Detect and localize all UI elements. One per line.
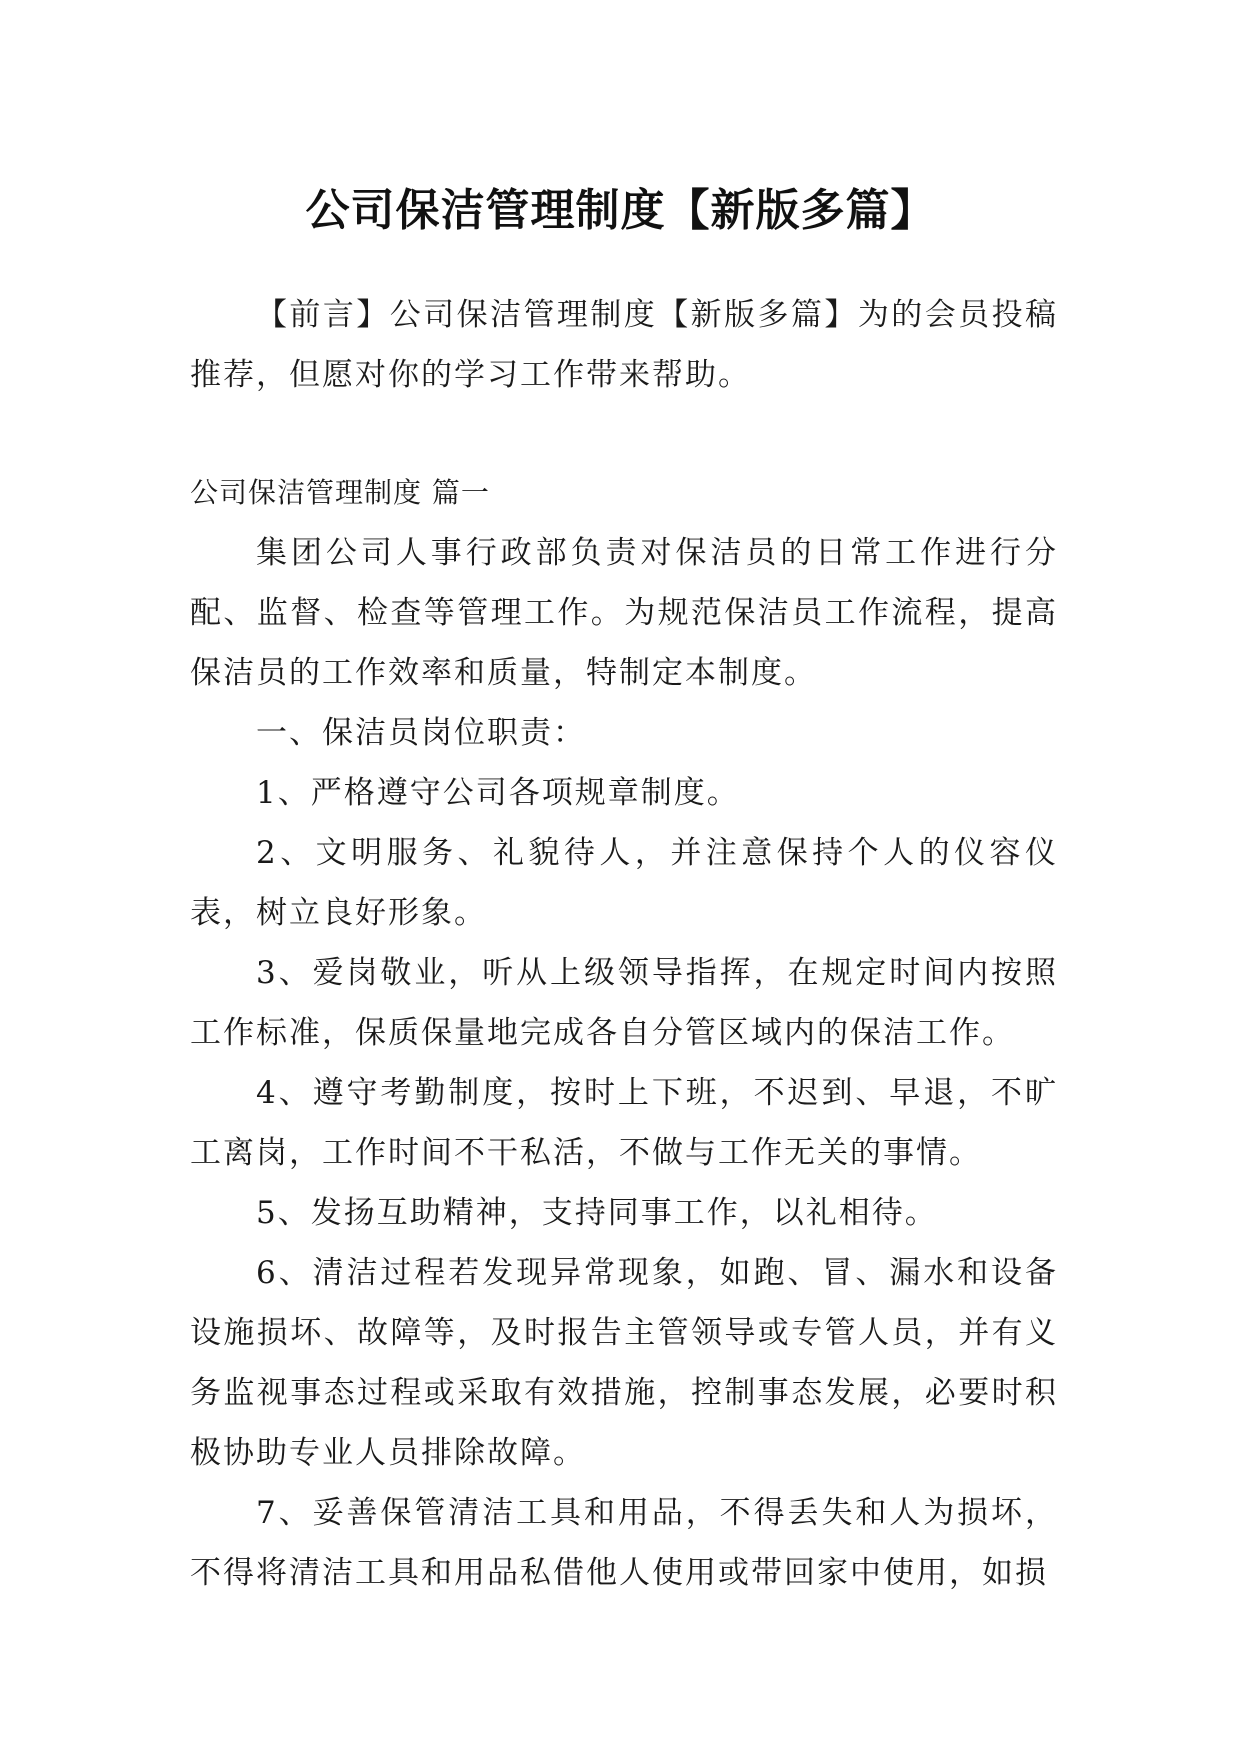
- list-item: 3、爱岗敬业，听从上级领导指挥，在规定时间内按照工作标准，保质保量地完成各自分管区域内的保洁工作。: [190, 955, 1058, 1051]
- section-subheading: 一、保洁员岗位职责：: [256, 715, 586, 751]
- preface-paragraph: 【前言】公司保洁管理制度【新版多篇】为的会员投稿推荐，但愿对你的学习工作带来帮助。: [190, 297, 1058, 393]
- list-item: 6、清洁过程若发现异常现象，如跑、冒、漏水和设备设施损坏、故障等，及时报告主管领导或专管人员，并有义务监视事态过程或采取有效措施，控制事态发展，必要时积极协助专业人员排除故障。: [190, 1255, 1058, 1471]
- document-body: [190, 285, 1058, 1603]
- list-item: 1、严格遵守公司各项规章制度。: [256, 775, 740, 811]
- document-title: 公司保洁管理制度【新版多篇】: [305, 185, 936, 237]
- list-item: 2、文明服务、礼貌待人，并注意保持个人的仪容仪表，树立良好形象。: [190, 835, 1058, 931]
- list-item: 4、遵守考勤制度，按时上下班，不迟到、早退，不旷工离岗，工作时间不干私活，不做与工作无关的事情。: [190, 1075, 1058, 1171]
- section-heading: 公司保洁管理制度 篇一: [190, 476, 490, 509]
- body-paragraph: 集团公司人事行政部负责对保洁员的日常工作进行分配、监督、检查等管理工作。为规范保洁员工作流程，提高保洁员的工作效率和质量，特制定本制度。: [190, 535, 1058, 691]
- list-item: 7、妥善保管清洁工具和用品，不得丢失和人为损坏，不得将清洁工具和用品私借他人使用或带回家中使用，如损: [190, 1495, 1058, 1591]
- list-item: 5、发扬互助精神，支持同事工作，以礼相待。: [256, 1195, 938, 1231]
